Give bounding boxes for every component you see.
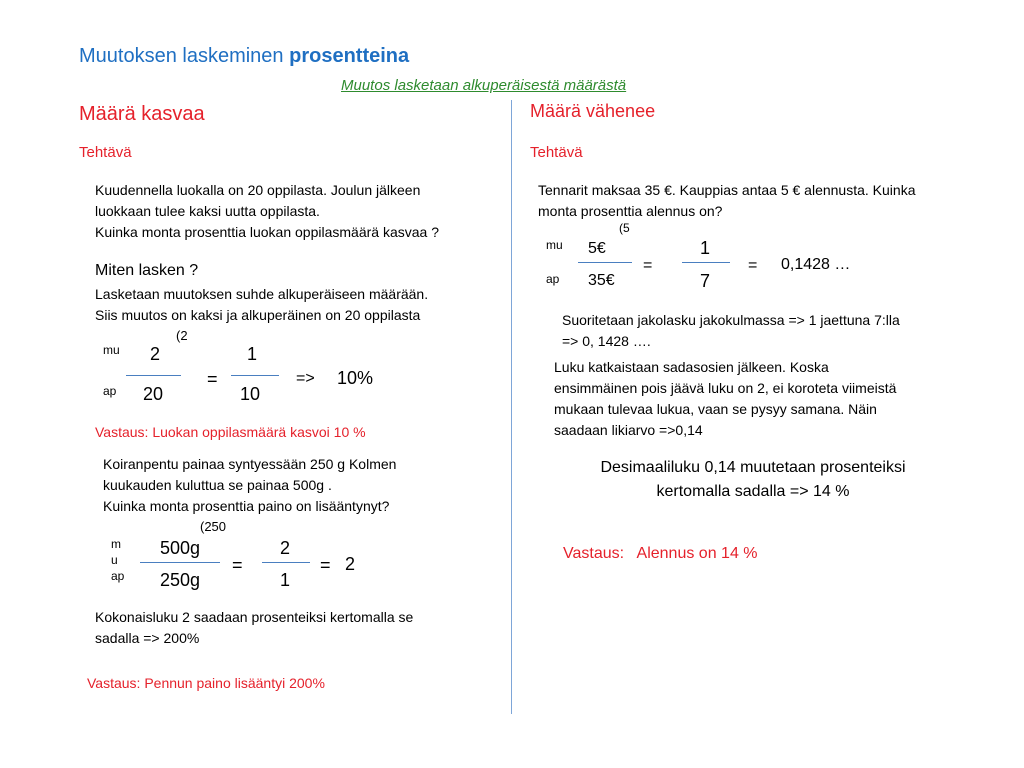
fraction-numerator: 1 <box>247 344 258 364</box>
column-divider <box>511 100 512 714</box>
fraction-denominator: 250g <box>160 570 201 590</box>
mu-label-u: u <box>111 553 118 567</box>
fraction-denominator: 1 <box>280 570 291 590</box>
fraction-numerator: 2 <box>150 344 161 364</box>
step-division: Suoritetaan jakolasku jakokulmassa => 1 jaettuna 7:lla => 0, 1428 …. <box>562 312 900 349</box>
task2-conclusion: Kokonaisluku 2 saadaan prosenteiksi kertomalla se sadalla => 200% <box>95 609 414 646</box>
result-value: 10% <box>337 368 374 388</box>
equals-sign: = <box>232 555 243 575</box>
equals-sign: = <box>207 369 218 389</box>
equals-sign: = <box>320 555 331 575</box>
fraction-numerator: 2 <box>280 538 291 558</box>
conversion-text: Desimaaliluku 0,14 muutetaan prosenteiksi kertomalla sadalla => 14 % <box>600 459 906 500</box>
fraction-bar <box>262 562 310 563</box>
ap-label: ap <box>546 272 560 286</box>
left-heading: Määrä kasvaa <box>79 103 205 125</box>
fraction-bar <box>126 375 181 376</box>
result-value: 0,1428 … <box>781 256 851 273</box>
right-task-label: Tehtävä <box>530 144 583 161</box>
right-task-text: Tennarit maksaa 35 €. Kauppias antaa 5 € alennusta. Kuinka monta prosenttia alennus on? <box>538 182 916 219</box>
task1-answer: Vastaus: Luokan oppilasmäärä kasvoi 10 % <box>95 424 366 440</box>
mu-label: mu <box>103 343 120 357</box>
how-heading: Miten lasken ? <box>95 262 199 279</box>
fraction-numerator: 1 <box>700 238 711 258</box>
equals-sign: = <box>643 257 653 274</box>
mu-label-m: m <box>111 537 121 551</box>
fraction-denominator: 7 <box>700 271 711 291</box>
fraction-bar <box>682 262 730 263</box>
ap-label: ap <box>111 569 125 583</box>
page-title: Muutoksen laskeminen prosentteina <box>79 45 410 67</box>
fraction-denominator: 10 <box>240 384 261 404</box>
arrow: => <box>296 370 315 387</box>
fraction-numerator: 5€ <box>588 240 606 257</box>
task2-text: Koiranpentu painaa syntyessään 250 g Kolmen kuukauden kuluttua se painaa 500g . Kuinka monta prosenttia paino on lisääntynyt? <box>103 456 397 514</box>
reduce-note: (250 <box>200 519 227 534</box>
fraction-bar <box>140 562 220 563</box>
page-subtitle: Muutos lasketaan alkuperäisestä määrästä <box>341 77 627 94</box>
how-text: Lasketaan muutoksen suhde alkuperäiseen määrään. Siis muutos on kaksi ja alkuperäinen on 20 oppilasta <box>95 286 429 323</box>
fraction-denominator: 20 <box>143 384 164 404</box>
fraction-bar <box>231 375 279 376</box>
reduce-note: (5 <box>619 221 630 235</box>
fraction-bar <box>578 262 632 263</box>
reduce-note: (2 <box>176 328 188 343</box>
fraction-denominator: 35€ <box>588 272 615 289</box>
mu-label: mu <box>546 238 563 252</box>
task2-answer: Vastaus: Pennun paino lisääntyi 200% <box>87 675 325 691</box>
equals-sign: = <box>748 257 758 274</box>
right-heading: Määrä vähenee <box>530 101 656 121</box>
ap-label: ap <box>103 384 117 398</box>
left-task-label: Tehtävä <box>79 144 132 161</box>
fraction-numerator: 500g <box>160 538 201 558</box>
result-value: 2 <box>345 554 356 574</box>
right-answer: Vastaus: Alennus on 14 % <box>563 545 758 562</box>
task1-text: Kuudennella luokalla on 20 oppilasta. Joulun jälkeen luokkaan tulee kaksi uutta oppilasta. Kuinka monta prosenttia luokan oppilasmäärä kasvaa ? <box>95 182 439 240</box>
step-truncate: Luku katkaistaan sadasosien jälkeen. Koska ensimmäinen pois jäävä luku on 2, ei koroteta viimeistä mukaan tulevaa lukua, vaan se pysyy samana. Näin saadaan likiarvo =>0,14 <box>554 359 897 438</box>
